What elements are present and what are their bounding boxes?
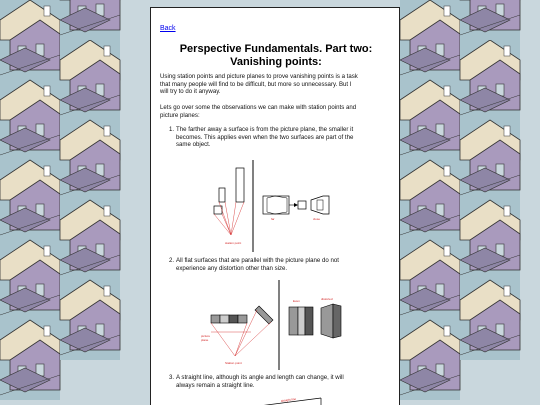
svg-text:straight line: straight line	[280, 396, 297, 403]
svg-text:Station point: Station point	[225, 361, 242, 365]
list-number: 2.	[169, 257, 175, 264]
svg-text:station point: station point	[225, 241, 242, 245]
list-line: A straight line, although its angle and length can change, it will	[176, 374, 344, 381]
figure-parallel-planes-diagram	[201, 280, 361, 372]
list-line: becomes. This applies even when the two surfaces are part of the	[176, 133, 354, 141]
title-line-1: Perspective Fundamentals. Part two:	[179, 43, 373, 55]
intro-paragraph	[160, 73, 358, 96]
list-item-text	[176, 374, 344, 389]
list-line: All flat surfaces that are parallel with the picture plane do not	[176, 257, 339, 264]
list-line: same object.	[176, 141, 211, 149]
list-number: 3.	[169, 374, 175, 381]
intro-line: that many people will find to be difficult, but more so unnecessary. But I	[160, 80, 352, 88]
svg-text:close: close	[313, 217, 321, 221]
title-line-2: Vanishing points:	[230, 56, 322, 68]
lead-line: picture planes:	[160, 111, 200, 119]
intro-line: will try to do it anyway.	[160, 88, 221, 96]
svg-text:Even: Even	[293, 299, 300, 303]
list-line: The farther away a surface is from the picture plane, the smaller it	[176, 126, 354, 133]
list-item-text	[176, 126, 353, 149]
svg-text:picture: picture	[201, 334, 211, 338]
figure-straight-line-diagram	[211, 396, 341, 405]
svg-text:plane: plane	[201, 338, 209, 342]
svg-text:distorted: distorted	[321, 297, 333, 301]
figure-station-point-diagram	[201, 160, 361, 255]
svg-text:far: far	[271, 217, 275, 221]
page-title	[151, 43, 400, 69]
list-line: experience any distortion other than size.	[176, 264, 288, 272]
list-line: always remain a straight line.	[176, 381, 255, 389]
list-number: 1.	[169, 126, 175, 133]
article-page	[150, 7, 400, 405]
intro-line: Using station points and picture planes to prove vanishing points is a task	[160, 73, 358, 80]
lead-line: Lets go over some the observations we can make with station points and	[160, 104, 357, 111]
list-item-text	[176, 257, 339, 272]
back-link[interactable]: Back	[160, 25, 176, 32]
lead-paragraph	[160, 104, 356, 119]
